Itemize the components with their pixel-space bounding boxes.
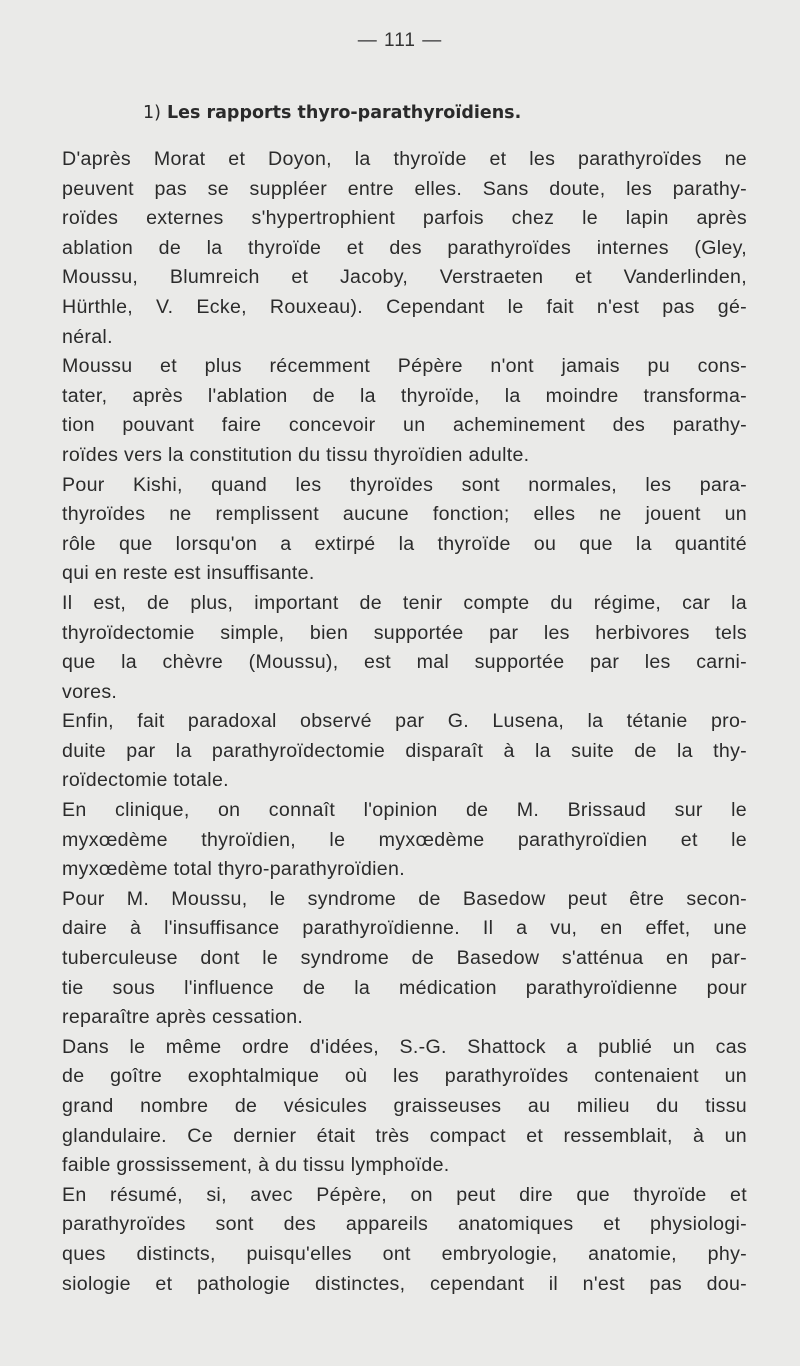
text-line: Il est, de plus, important de tenir compte du régime, car la <box>62 591 747 614</box>
text-line: myxœdème thyroïdien, le myxœdème parathyroïdien et le <box>62 828 747 851</box>
text-line: thyroïdectomie simple, bien supportée par les herbivores tels <box>62 621 747 644</box>
text-line: Moussu, Blumreich et Jacoby, Verstraeten et Vanderlinden, <box>62 266 747 289</box>
paragraph <box>62 1033 747 1181</box>
text-line: thyroïdes ne remplissent aucune fonction; elles ne jouent un <box>62 503 747 526</box>
text-line: tie sous l'influence de la médication parathyroïdienne pour <box>62 976 747 999</box>
page-number: — 111 — <box>357 30 443 51</box>
text-line: que la chèvre (Moussu), est mal supportée par les carni- <box>62 651 747 674</box>
text-line: faible grossissement, à du tissu lymphoïde. <box>62 1154 450 1177</box>
text-line: Pour M. Moussu, le syndrome de Basedow peut être secon- <box>62 887 747 910</box>
text-line: tion pouvant faire concevoir un acheminement des parathy- <box>62 414 747 437</box>
text-line: tater, après l'ablation de la thyroïde, la moindre transforma- <box>62 384 747 407</box>
paragraph <box>62 1181 747 1299</box>
text-line: Enfin, fait paradoxal observé par G. Lusena, la tétanie pro- <box>62 710 747 733</box>
text-line: de goître exophtalmique où les parathyroïdes contenaient un <box>62 1065 747 1088</box>
text-line: grand nombre de vésicules graisseuses au milieu du tissu <box>62 1095 747 1117</box>
text-line: Pour Kishi, quand les thyroïdes sont normales, les para- <box>62 473 747 496</box>
text-line: reparaître après cessation. <box>62 1006 304 1029</box>
text-line: ques distincts, puisqu'elles ont embryologie, anatomie, phy- <box>62 1242 747 1265</box>
text-line: peuvent pas se suppléer entre elles. Sans doute, les parathy- <box>62 177 747 200</box>
text-line: néral. <box>62 325 113 348</box>
section-title: Les rapports thyro-parathyroïdiens. <box>166 103 522 123</box>
paragraph <box>62 707 747 796</box>
text-line: Hürthle, V. Ecke, Rouxeau). Cependant le fait n'est pas gé- <box>62 295 747 318</box>
text-line: En résumé, si, avec Pépère, on peut dire que thyroïde et <box>62 1183 747 1206</box>
text-line: rôle que lorsqu'on a extirpé la thyroïde ou que la quantité <box>62 532 747 555</box>
paragraph <box>62 589 747 707</box>
paragraph <box>62 352 747 470</box>
text-line: siologie et pathologie distinctes, cependant il n'est pas dou- <box>62 1272 747 1295</box>
text-line: D'après Morat et Doyon, la thyroïde et les parathyroïdes ne <box>62 148 747 170</box>
section-number: 1) <box>143 103 161 123</box>
text-line: Moussu et plus récemment Pépère n'ont jamais pu cons- <box>62 355 747 378</box>
body-text <box>62 145 747 1299</box>
text-line: duite par la parathyroïdectomie disparaît à la suite de la thy- <box>62 739 747 762</box>
text-line: tuberculeuse dont le syndrome de Basedow s'atténua en par- <box>62 947 747 970</box>
paragraph <box>62 145 747 352</box>
text-line: vores. <box>62 680 118 703</box>
section-heading <box>143 103 521 123</box>
text-line: Dans le même ordre d'idées, S.-G. Shattock a publié un cas <box>62 1035 747 1058</box>
text-line: roïdes vers la constitution du tissu thyroïdien adulte. <box>62 443 530 466</box>
text-line: En clinique, on connaît l'opinion de M. Brissaud sur le <box>62 799 747 822</box>
text-line: daire à l'insuffisance parathyroïdienne. Il a vu, en effet, une <box>62 917 747 940</box>
paragraph <box>62 885 747 1033</box>
text-line: qui en reste est insuffisante. <box>62 562 315 585</box>
text-line: myxœdème total thyro-parathyroïdien. <box>62 858 405 881</box>
paragraph <box>62 471 747 589</box>
text-line: glandulaire. Ce dernier était très compact et ressemblait, à un <box>62 1124 747 1147</box>
paragraph <box>62 796 747 885</box>
text-line: roïdes externes s'hypertrophient parfois chez le lapin après <box>62 207 747 230</box>
text-line: roïdectomie totale. <box>62 769 229 792</box>
text-line: ablation de la thyroïde et des parathyroïdes internes (Gley, <box>62 236 747 259</box>
text-line: parathyroïdes sont des appareils anatomiques et physiologi- <box>62 1213 747 1236</box>
